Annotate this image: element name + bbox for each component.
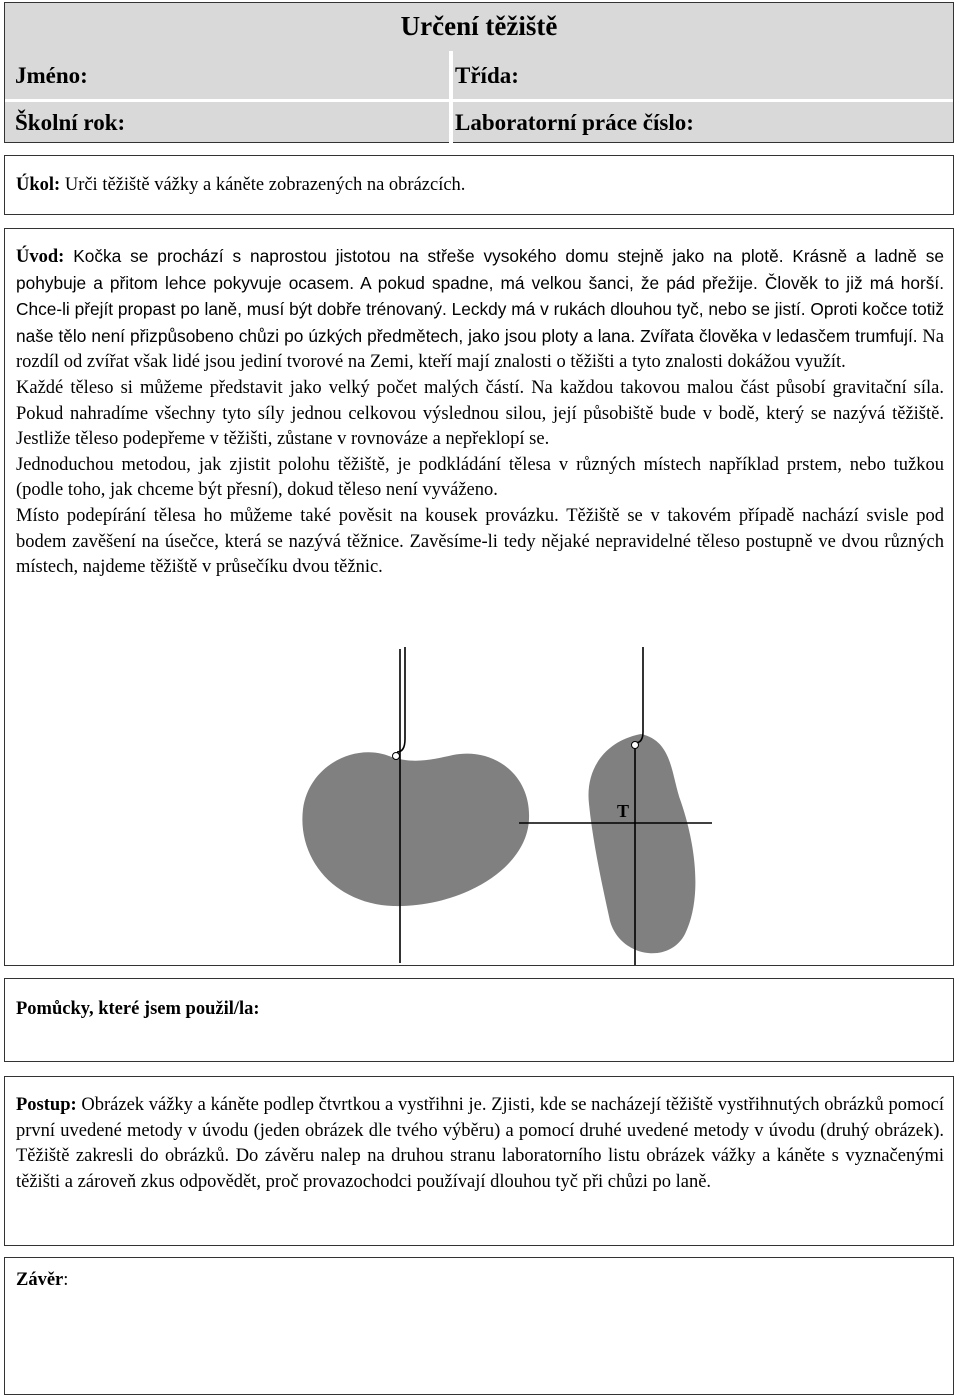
task-body: Urči těžiště vážky a káněte zobrazených na obrázcích. — [60, 175, 466, 195]
worksheet-header — [4, 2, 954, 143]
lab-number-label: Laboratorní práce číslo: — [455, 110, 694, 135]
class-label: Třída: — [455, 63, 519, 88]
right-hanging-body — [519, 647, 712, 965]
procedure-label: Postup: — [16, 1095, 77, 1115]
intro-section — [4, 228, 954, 966]
intro-paragraph-2: Každé těleso si můžeme představit jako velký počet malých částí. Na každou takovou malou část působí gravitační síla. Pokud nahradíme všechny tyto síly jednou celkovou výslednou silou, její působiště bude v bodě, který se nazývá těžiště. Jestliže těleso podepřeme v těžišti, zůstane v rovnováze a nepřeklopí se. — [16, 377, 944, 450]
header-divider-vertical — [449, 51, 453, 145]
intro-paragraph-4: Místo podepírání tělesa ho můžeme také pověsit na kousek provázku. Těžiště se v takovém případě nachází svisle pod bodem zavěšení na úsečce, která se nazývá těžnice. Zavěsíme-li tedy nějaké nepravidelné těleso postupně ve dvou různých místech, najdeme těžiště v průsečíku dvou těžnic. — [16, 505, 944, 578]
tools-text — [16, 997, 944, 1023]
conclusion-colon: : — [63, 1270, 69, 1290]
procedure-text — [16, 1093, 944, 1195]
conclusion-label: Závěr — [16, 1270, 64, 1290]
intro-paragraph-3: Jednoduchou metodou, jak zjistit polohu těžiště, je podkládání tělesa v různých místech například prstem, nebo tužkou (podle toho, jak chceme být přesní), dokud těleso není vyváženo. — [16, 454, 944, 501]
procedure-section — [4, 1076, 954, 1246]
intro-sentence-1: Kočka se prochází s naprostou jistotou na střeše vysokého domu stejně jako na plotě. Krásně a ladně se pohybuje a přitom lehce pokyvuje ocasem. A pokud spadne, má velkou šanci, že pád přežije. Člověk to již má horší. Chce-li přejít propast po laně, musí být dobře trénovaný. Leckdy má v rukách dlouhou tyč, nebo se jistí. Oproti kočce totiž naše tělo není přizpůsobeno chůzi po úzkých předmětech, jako jsou ploty a lana. Zvířata člověka v ledasčem trumfují. — [16, 246, 944, 346]
left-hanging-body — [302, 647, 529, 963]
intro-label: Úvod: — [16, 247, 65, 267]
header-divider-horizontal — [5, 99, 953, 102]
conclusion-text — [16, 1268, 944, 1294]
intro-sentence-2: Na rozdíl od zvířat však lidé jsou jediní tvorové na Zemi, kteří mají znalosti o těžišti a tyto znalosti dokážou využít. — [16, 326, 944, 373]
task-label: Úkol: — [16, 175, 61, 195]
task-section — [4, 155, 954, 215]
tools-section — [4, 978, 954, 1062]
task-text — [16, 173, 944, 199]
school-year-label: Školní rok: — [15, 110, 126, 135]
procedure-body: Obrázek vážky a káněte podlep čtvrtkou a vystřihni je. Zjisti, kde se nacházejí těžiště vystřihnutých obrázků pomocí první uvedené metody v úvodu (jeden obrázek dle tvého výběru) a pomocí druhé uvedené metody v úvodu (druhý obrázek). Těžiště zakresli do obrázků. Do závěru nalep na druhou stranu laboratorního listu obrázek vážky a káněte s vyznačenými těžišti a zároveň zkus odpovědět, proč provazochodci používají dlouhou tyč při chůzi po laně. — [16, 1095, 944, 1192]
center-of-gravity-figure — [5, 229, 955, 967]
name-label: Jméno: — [15, 63, 88, 88]
conclusion-section — [4, 1257, 954, 1395]
centroid-label: T — [617, 801, 630, 821]
page-title: Určení těžiště — [400, 11, 558, 41]
tools-label: Pomůcky, které jsem použil/la: — [16, 999, 260, 1019]
